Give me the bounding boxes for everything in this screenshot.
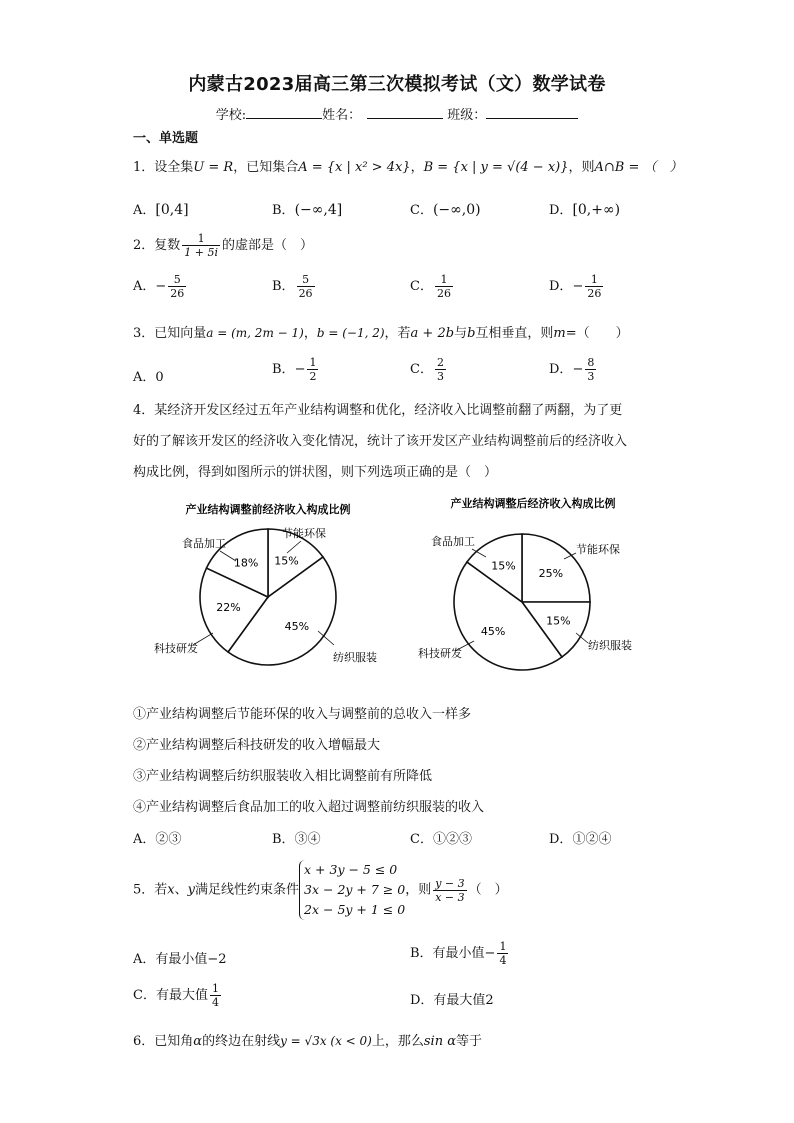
pie-value-label: 15% bbox=[546, 614, 571, 628]
pie-charts-figure bbox=[0, 495, 794, 695]
q1-option-a[interactable]: A．[0,4] bbox=[133, 202, 189, 218]
pie-category-label: 食品加工 bbox=[431, 535, 475, 548]
pie-value-label: 25% bbox=[538, 567, 564, 581]
pie-category-label: 纺织服装 bbox=[588, 639, 632, 652]
q4-stem: 4．某经济开发区经过五年产业结构调整和优化，经济收入比调整前翻了两翻，为了更 好的了解该开发区的经济收入变化情况，统计了该开发区产业结构调整前后的经济收入 构成比例，得到如图所示的饼状图，则下列选项正确的是（ ） bbox=[133, 403, 628, 480]
pie-after bbox=[418, 534, 632, 670]
q1-option-c[interactable]: C．(−∞,0) bbox=[410, 202, 481, 218]
q4-statement-4: ④产业结构调整后食品加工的收入超过调整前纺织服装的收入 bbox=[133, 800, 485, 815]
q6-stem: 6．已知角α的终边在射线y = √3x (x < 0)上，那么sin α等于 bbox=[133, 1034, 483, 1049]
q1-option-d[interactable]: D．[0,+∞) bbox=[549, 202, 621, 218]
constraint-system: x + 3y − 5 ≤ 0 3x − 2y + 7 ≥ 0 2x − 5y + 1 ≤ 0 bbox=[299, 860, 405, 920]
class-blank[interactable] bbox=[486, 106, 578, 119]
pie-value-label: 45% bbox=[480, 624, 506, 638]
q4-statement-1: ①产业结构调整后节能环保的收入与调整前的总收入一样多 bbox=[133, 707, 472, 722]
section-heading: 一、单选题 bbox=[133, 131, 199, 146]
name-label: 姓名： bbox=[322, 108, 362, 123]
q1-stem: 1．设全集U = R，已知集合A = {x | x² > 4x}，B = {x | y = √(4 − x)}，则A∩B = （ ） bbox=[133, 160, 683, 175]
pie-value-label: 15% bbox=[491, 559, 516, 573]
exam-title: 内蒙古2023届高三第三次模拟考试（文）数学试卷 bbox=[188, 74, 606, 95]
class-label: 班级： bbox=[447, 108, 487, 123]
q3-option-a[interactable]: A．0 bbox=[133, 370, 164, 385]
q2-stem: 2．复数 $\frac{1}{1 + 5i}$ 的虚部是（ ） bbox=[133, 232, 314, 259]
q5-stem: 5．若x、y满足线性约束条件 x + 3y − 5 ≤ 0 3x − 2y + 7 ≥ 0 2x − 5y + 1 ≤ 0 ，则 $\frac{y - 3}{x - 3}$ （ ） bbox=[133, 860, 508, 920]
q3-stem: 3．已知向量a = (m, 2m − 1)，b = (−1, 2)，若a + 2b与b互相垂直，则m=（ ） bbox=[133, 326, 629, 341]
q3-option-c[interactable]: C． $\frac{2}{3}$ bbox=[410, 356, 444, 383]
pie-category-label: 食品加工 bbox=[182, 537, 226, 550]
q4-option-c[interactable]: C．①②③ bbox=[410, 832, 472, 847]
q4-option-d[interactable]: D．①②④ bbox=[549, 832, 612, 847]
student-info-line bbox=[0, 104, 794, 123]
pie-category-label: 科技研发 bbox=[154, 642, 198, 655]
q4-statement-3: ③产业结构调整后纺织服装收入相比调整前有所降低 bbox=[133, 769, 433, 784]
q5-option-d[interactable]: D．有最大值2 bbox=[410, 993, 494, 1008]
q3-option-b[interactable]: B．− $\frac{1}{2}$ bbox=[272, 356, 317, 383]
school-label: 学校: bbox=[215, 108, 247, 123]
pie-category-label: 节能环保 bbox=[282, 527, 326, 540]
pie-category-label: 科技研发 bbox=[418, 647, 462, 660]
q5-option-b[interactable]: B．有最小值− $\frac{1}{4}$ bbox=[410, 940, 507, 967]
q4-statement-2: ②产业结构调整后科技研发的收入增幅最大 bbox=[133, 738, 381, 753]
q5-option-a[interactable]: A．有最小值−2 bbox=[133, 952, 227, 967]
pie-before bbox=[154, 526, 377, 665]
school-blank[interactable] bbox=[246, 106, 322, 119]
name-blank[interactable] bbox=[367, 106, 443, 119]
chart-after-title: 产业结构调整后经济收入构成比例 bbox=[450, 497, 616, 510]
q5-option-c[interactable]: C．有最大值 $\frac{1}{4}$ bbox=[133, 982, 219, 1009]
pie-value-label: 22% bbox=[216, 601, 241, 615]
q2-option-a[interactable]: A．− $\frac{5}{26}$ bbox=[133, 273, 185, 300]
chart-before-title: 产业结构调整前经济收入构成比例 bbox=[185, 503, 351, 516]
q2-fraction: $\frac{1}{1 + 5i}$ bbox=[184, 232, 219, 259]
q3-option-d[interactable]: D．− $\frac{8}{3}$ bbox=[549, 356, 595, 383]
q4-option-a[interactable]: A．②③ bbox=[133, 832, 182, 847]
q4-option-b[interactable]: B．③④ bbox=[272, 832, 321, 847]
pie-category-label: 纺织服装 bbox=[333, 651, 377, 664]
pie-value-label: 45% bbox=[284, 619, 310, 633]
q2-option-c[interactable]: C． $\frac{1}{26}$ bbox=[410, 273, 451, 300]
pie-value-label: 18% bbox=[233, 556, 259, 570]
q1-option-b[interactable]: B．(−∞,4] bbox=[272, 202, 343, 218]
q2-option-d[interactable]: D．− $\frac{1}{26}$ bbox=[549, 273, 602, 300]
q2-option-b[interactable]: B． $\frac{5}{26}$ bbox=[272, 273, 313, 300]
pie-category-label: 节能环保 bbox=[576, 543, 620, 556]
pie-value-label: 15% bbox=[274, 554, 299, 568]
